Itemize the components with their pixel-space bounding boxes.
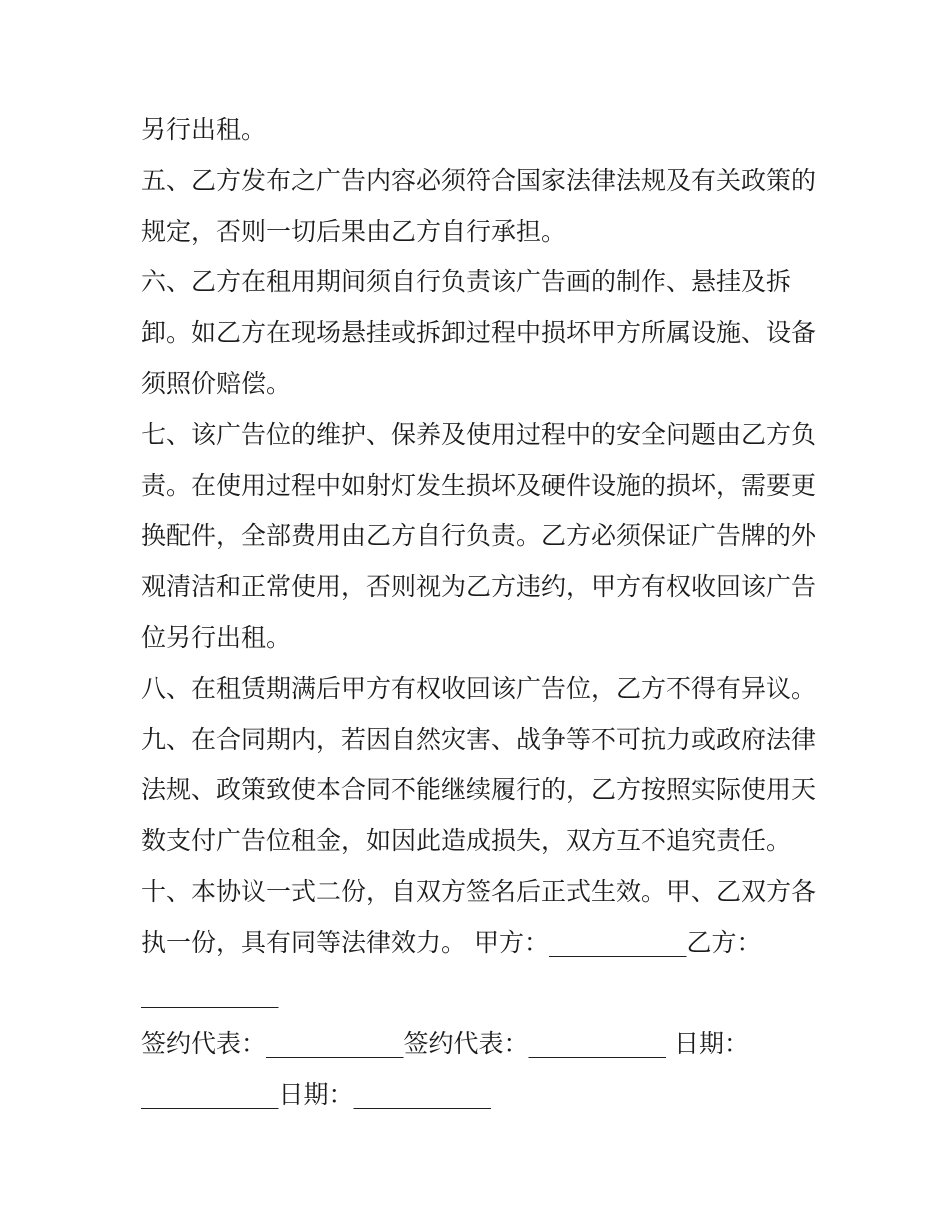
text-line: 观清洁和正常使用，否则视为乙方违约，甲方有权收回该广告 — [141, 572, 817, 602]
text-line: 另行出租。 — [141, 115, 267, 144]
text-line: 十、本协议一式二份，自双方签名后正式生效。甲、乙双方各 — [141, 876, 817, 906]
text-line: 卸。如乙方在现场悬挂或拆卸过程中损坏甲方所属设施、设备 — [141, 318, 817, 348]
text-line: 法规、政策致使本合同不能继续履行的，乙方按照实际使用天 — [141, 775, 817, 805]
text-line: 六、乙方在租用期间须自行负责该广告画的制作、悬挂及拆 — [141, 267, 792, 297]
signature-line: ___________日期：___________ — [141, 1080, 492, 1110]
text-line: 七、该广告位的维护、保养及使用过程中的安全问题由乙方负 — [141, 419, 817, 449]
signature-line: 执一份，具有同等法律效力。 甲方：___________乙方： — [141, 927, 762, 957]
text-line: 九、在合同期内，若因自然灾害、战争等不可抗力或政府法律 — [141, 724, 817, 754]
text-line: 位另行出租。 — [141, 622, 292, 652]
contract-text — [141, 105, 821, 1121]
signature-line: 签约代表：___________签约代表：___________ 日期： — [141, 1029, 749, 1059]
text-line: 换配件，全部费用由乙方自行负责。乙方必须保证广告牌的外 — [141, 521, 817, 551]
text-line: 数支付广告位租金，如因此造成损失，双方互不追究责任。 — [141, 826, 792, 856]
text-line: 须照价赔偿。 — [141, 368, 292, 398]
signature-line: ___________ — [141, 978, 279, 1008]
text-line: 责。在使用过程中如射灯发生损坏及硬件设施的损坏，需要更 — [141, 470, 817, 500]
text-line: 五、乙方发布之广告内容必须符合国家法律法规及有关政策的 — [141, 165, 817, 195]
text-line: 规定，否则一切后果由乙方自行承担。 — [141, 216, 567, 246]
text-line: 八、在租赁期满后甲方有权收回该广告位，乙方不得有异议。 — [141, 673, 817, 703]
